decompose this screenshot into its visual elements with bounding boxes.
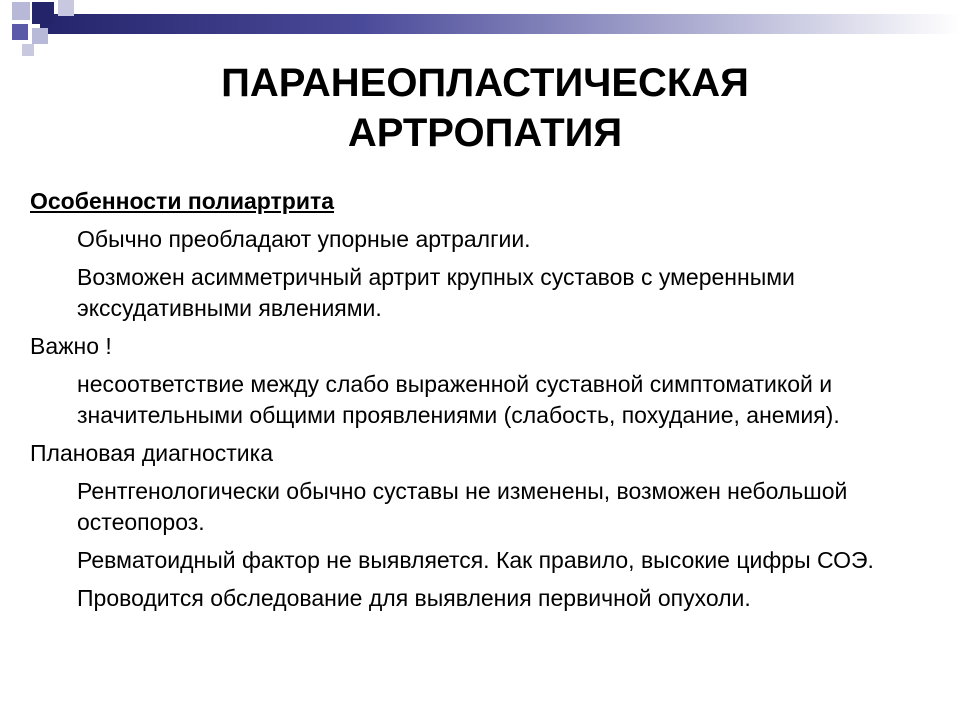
decor-square xyxy=(32,28,48,44)
title-line-2: АРТРОПАТИЯ xyxy=(347,111,623,155)
decor-square xyxy=(58,0,74,16)
decor-square xyxy=(12,24,28,40)
list-item: Рентгенологически обычно суставы не изменены, возможен небольшой остеопороз. xyxy=(77,478,848,535)
decor-square xyxy=(32,2,54,24)
list-item: Ревматоидный фактор не выявляется. Как правило, высокие цифры СОЭ. xyxy=(77,547,874,573)
list-item: Обычно преобладают упорные артралгии. xyxy=(77,226,531,252)
header-gradient-bar xyxy=(40,14,960,34)
section-heading-diagnostics: Плановая диагностика xyxy=(30,440,274,466)
list-item: Проводится обследование для выявления первичной опухоли. xyxy=(77,585,751,611)
slide-content xyxy=(30,186,930,621)
section-heading-important: Важно ! xyxy=(30,333,112,359)
section-heading-features: Особенности полиартрита xyxy=(30,188,335,214)
slide-title xyxy=(0,58,960,158)
list-item: несоответствие между слабо выраженной суставной симптоматикой и значительными общими проявлениями (слабость, похудание, анемия). xyxy=(77,371,840,428)
title-line-1: ПАРАНЕОПЛАСТИЧЕСКАЯ xyxy=(221,61,749,105)
decor-square xyxy=(22,44,34,56)
decor-square xyxy=(12,2,30,20)
list-item: Возможен асимметричный артрит крупных суставов с умеренными экссудативными явлениями. xyxy=(77,264,795,321)
